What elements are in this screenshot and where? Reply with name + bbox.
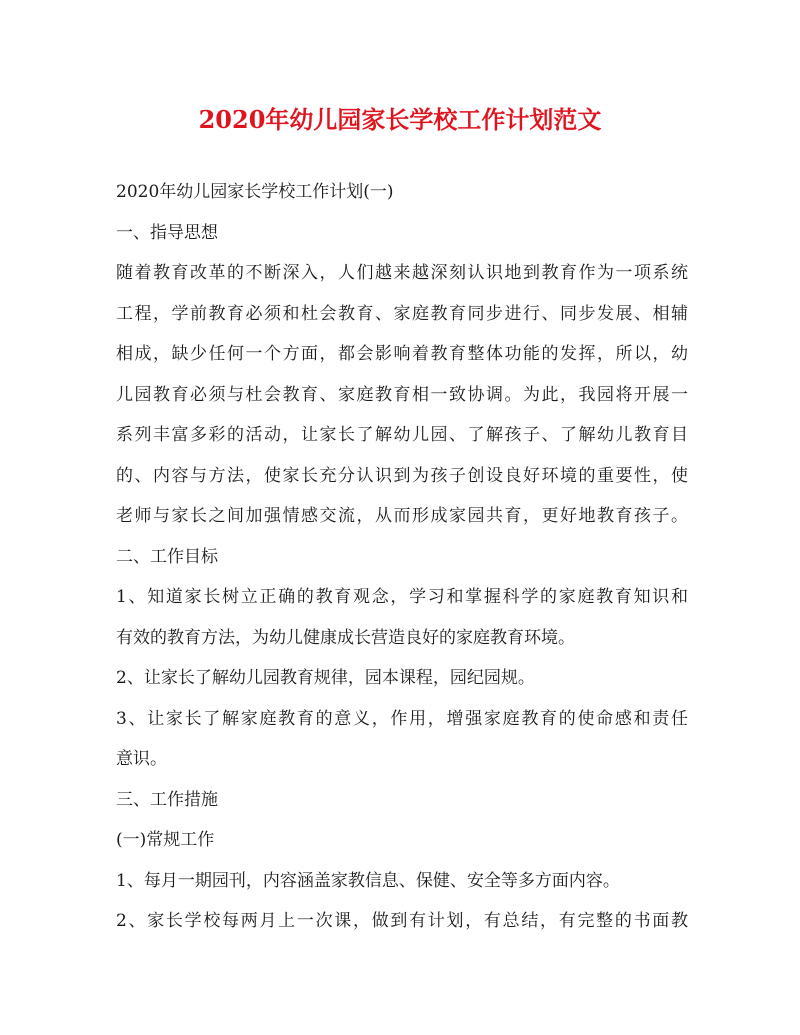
text-line: 2020年幼儿园家长学校工作计划(一) bbox=[116, 182, 394, 202]
text-line: 老师与家长之间加强情感交流，从而形成家园共育，更好地教育孩子。 bbox=[116, 506, 688, 526]
text-line: 三、工作措施 bbox=[116, 789, 218, 810]
text-line: 系列丰富多彩的活动，让家长了解幼儿园、了解孩子、了解幼儿教育目 bbox=[116, 425, 688, 445]
text-line: 意识。 bbox=[116, 749, 167, 769]
text-line: 工程，学前教育必须和杜会教育、家庭教育同步进行、同步发展、相辅 bbox=[116, 303, 688, 324]
text-line: 的、内容与方法，使家长充分认识到为孩子创设良好环境的重要性，使 bbox=[116, 465, 688, 486]
text-line: 2、家长学校每两月上一次课，做到有计划，有总结，有完整的书面教 bbox=[116, 911, 688, 931]
text-line: 3、让家长了解家庭教育的意义，作用，增强家庭教育的使命感和责任 bbox=[116, 708, 688, 729]
text-line: 2、让家长了解幼儿园教育规律，园本课程，园纪园规。 bbox=[116, 668, 535, 688]
document-body bbox=[116, 172, 688, 942]
text-line: 1、每月一期园刊，内容涵盖家教信息、保健、安全等多方面内容。 bbox=[116, 870, 620, 891]
text-line: 有效的教育方法，为幼儿健康成长营造良好的家庭教育环境。 bbox=[116, 627, 575, 648]
text-line: 儿园教育必须与杜会教育、家庭教育相一致协调。为此，我园将开展一 bbox=[116, 384, 688, 405]
text-line: 一、指导思想 bbox=[116, 222, 218, 243]
document-title: 2020年幼儿园家长学校工作计划范文 bbox=[198, 105, 602, 134]
text-line: (一)常规工作 bbox=[116, 830, 215, 850]
text-line: 随着教育改革的不断深入，人们越来越深刻认识地到教育作为一项系统 bbox=[116, 263, 688, 283]
text-line: 相成，缺少任何一个方面，都会影响着教育整体功能的发挥，所以，幼 bbox=[116, 344, 688, 364]
text-line: 二、工作目标 bbox=[116, 546, 218, 567]
text-line: 1、知道家长树立正确的教育观念，学习和掌握科学的家庭教育知识和 bbox=[116, 587, 688, 607]
